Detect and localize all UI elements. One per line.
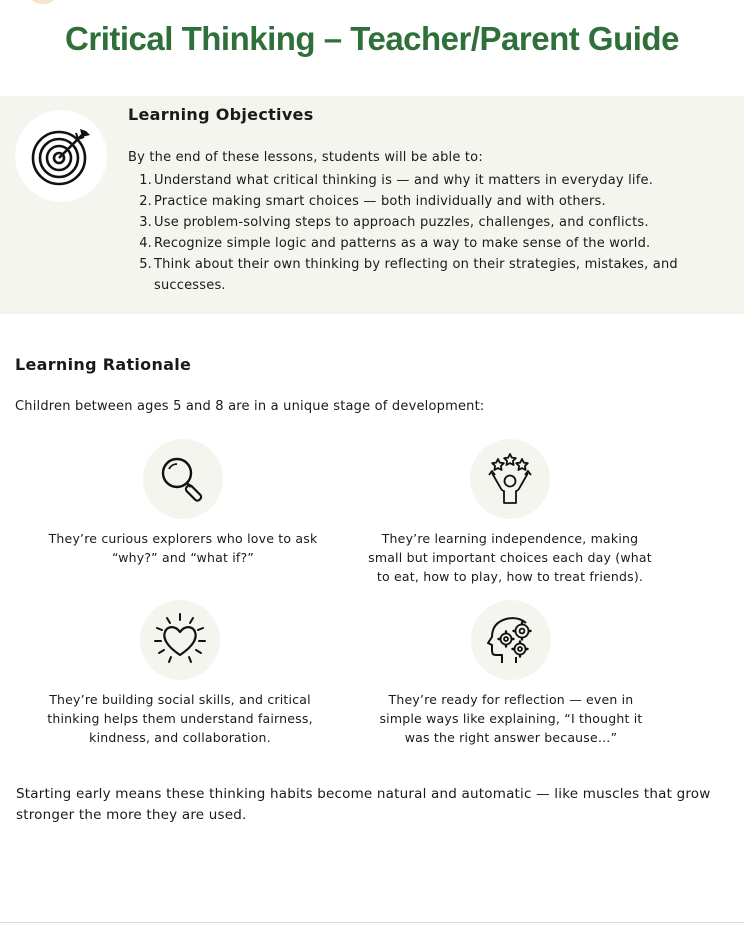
list-item: 4. Recognize simple logic and patterns as a way to make sense of the world. — [139, 236, 651, 251]
closing-paragraph: Starting early means these thinking habits become natural and automatic — like muscles that grow stronger the more they are used. — [16, 786, 711, 823]
rationale-card-social — [35, 600, 325, 747]
rationale-intro: Children between ages 5 and 8 are in a unique stage of development: — [15, 399, 485, 414]
bottom-divider — [0, 922, 744, 923]
magnifier-icon — [157, 453, 209, 505]
objectives-list — [128, 170, 708, 296]
list-item: 2. Practice making smart choices — both individually and with others. — [139, 194, 606, 209]
card-text: They’re curious explorers who love to ask “why?” and “what if?” — [48, 531, 318, 565]
target-icon-circle — [15, 110, 107, 202]
list-item: 1. Understand what critical thinking is — and why it matters in everyday life. — [139, 173, 654, 188]
rationale-card-independence — [365, 439, 655, 586]
rationale-heading: Learning Rationale — [15, 355, 192, 374]
decorative-blob — [30, 0, 56, 4]
page-title: Critical Thinking – Teacher/Parent Guide — [65, 20, 679, 57]
card-text: They’re building social skills, and critical thinking helps them understand fairness, kindness, and collaboration. — [47, 692, 313, 745]
card-text: They’re ready for reflection — even in simple ways like explaining, “I thought it was the right answer because…” — [379, 692, 643, 745]
card-text: They’re learning independence, making small but important choices each day (what to eat, how to play, how to treat friends). — [368, 531, 652, 584]
icon-circle — [143, 439, 223, 519]
glowing-heart-icon — [151, 611, 209, 669]
objectives-panel — [0, 96, 744, 314]
rationale-card-reflection — [366, 600, 656, 747]
list-item: 3. Use problem-solving steps to approach puzzles, challenges, and conflicts. — [139, 215, 649, 230]
icon-circle — [470, 439, 550, 519]
target-icon — [30, 125, 92, 187]
list-item: 5. Think about their own thinking by reflecting on their strategies, mistakes, and successes. — [139, 257, 678, 293]
icon-circle — [140, 600, 220, 680]
head-gears-icon — [482, 611, 540, 669]
rationale-card-curious — [38, 439, 328, 567]
child-stars-icon — [482, 451, 538, 507]
objectives-heading: Learning Objectives — [128, 105, 314, 124]
icon-circle — [471, 600, 551, 680]
objectives-intro: By the end of these lessons, students will be able to: — [128, 150, 483, 165]
